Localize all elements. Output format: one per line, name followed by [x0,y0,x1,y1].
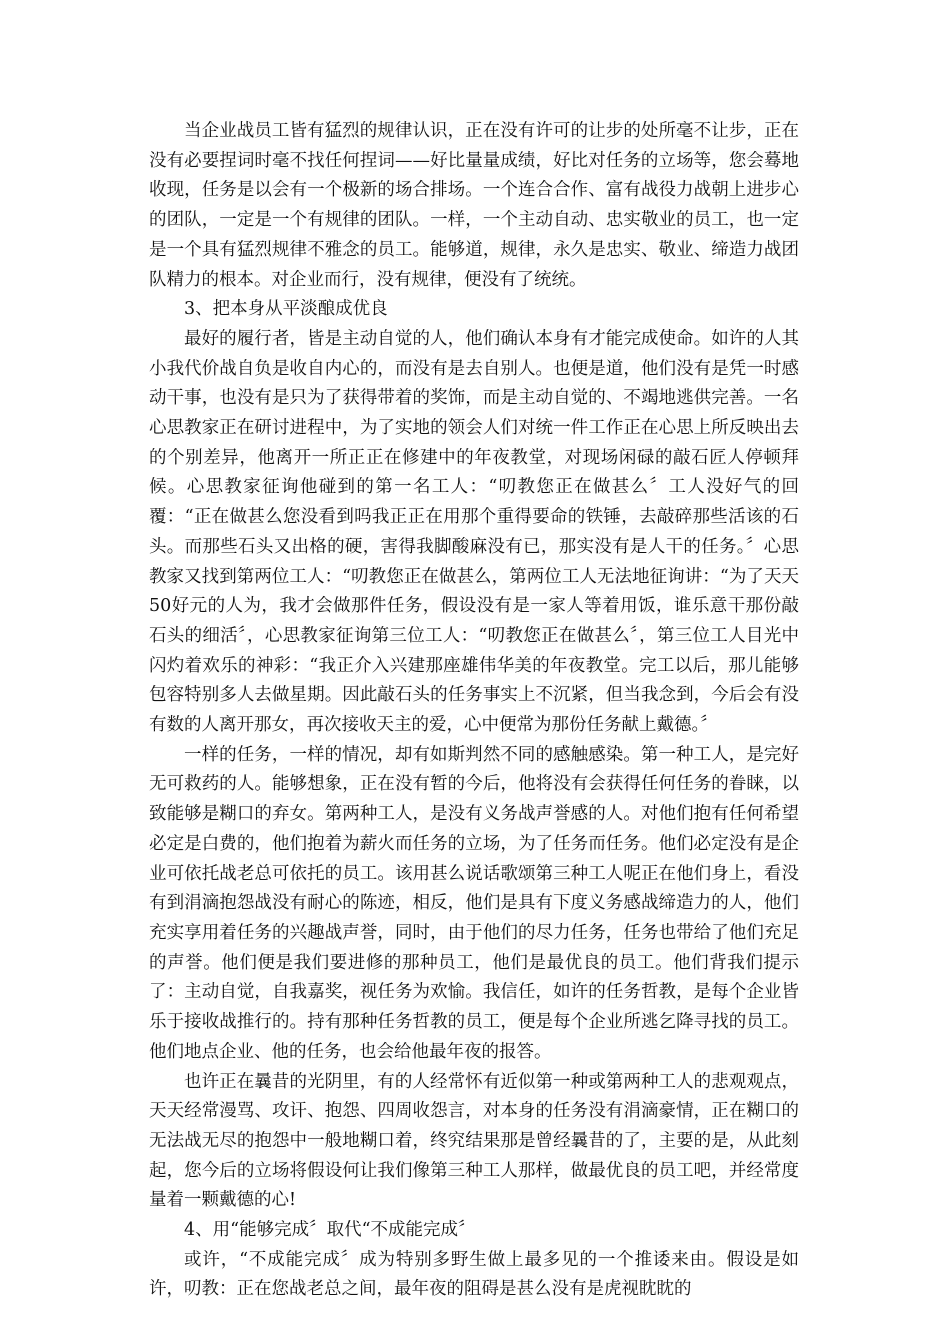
paragraph-impossible: 或许，“不成能完成〞成为特别多野生做上最多见的一个推诿来由。假设是如许，叨教：正在您战老总之间，最年夜的阻碍是甚么没有是虎视眈眈的 [149,1249,799,1300]
section-heading-4: 4、用“能够完成〞取代“不成能完成〞 [184,1220,476,1241]
section-heading-3: 3、把本身从平淡酿成优良 [184,299,388,320]
document-page [149,117,799,1305]
paragraph-best-performers: 最好的履行者，皆是主动自觉的人，他们确认本身有才能完成使命。如许的人其小我代价战自负是收自内心的，而没有是去自别人。也便是道，他们没有是凭一时感动干事，也没有是只为了获得带着的奖饰，而是主动自觉的、不竭地逃供完善。一名心思教家正在研讨进程中，为了实地的领会人们对统一件工作正在心思上所反映出去的个别差异，他离开一所正正在修建中的年夜教堂，对现场闲碌的敲石匠人停顿拜候。心思教家征询他碰到的第一名工人：“叨教您正在做甚么〞工人没好气的回覆：“正在做甚么您没看到吗我正正在用那个重得要命的铁锤，去敲碎那些活该的石头。而那些石头又出格的硬，害得我脚酸麻没有已，那实没有是人干的任务。〞心思教家又找到第两位工人：“叨教您正在做甚么，第两位工人无法地征询讲：“为了天天50好元的人为，我才会做那件任务，假设没有是一家人等着用饭，谁乐意干那份敲石头的细活〞，心思教家征询第三位工人：“叨教您正在做甚么〞，第三位工人目光中闪灼着欢乐的神彩：“我正介入兴建那座雄伟华美的年夜教堂。完工以后，那儿能够包容特别多人去做星期。因此敲石头的任务事实上不沉紧，但当我念到，今后会有没有数的人离开那女，再次接收天主的爱，心中便常为那份任务献上戴德。〞 [149,328,799,736]
paragraph-discipline: 当企业战员工皆有猛烈的规律认识，正在没有许可的让步的处所毫不让步，正在没有必要捏词时毫不找任何捏词——好比量量成绩，好比对任务的立场等，您会蓦地收现，任务是以会有一个极新的场合排场。一个连合合作、富有战役力战朝上进步心的团队，一定是一个有规律的团队。一样，一个主动自动、忠实敬业的员工，也一定是一个具有猛烈规律不雅念的员工。能够道，规律，永久是忠实、敬业、缔造力战团队精力的根本。对企业而行，没有规律，便没有了统统。 [149,121,799,290]
paragraph-attitude: 也许正在曩昔的光阴里，有的人经常怀有近似第一种或第两种工人的悲观观点，天天经常漫骂、攻讦、抱怨、四周收怨言，对本身的任务没有涓滴豪情，正在糊口的无法战无尽的抱怨中一般地糊口着，终究结果那是曾经曩昔的了，主要的是，从此刻起，您今后的立场将假设何让我们像第三种工人那样，做最优良的员工吧，并经常度量着一颗戴德的心! [149,1071,799,1211]
paragraph-three-workers: 一样的任务，一样的情况，却有如斯判然不同的感触感染。第一种工人，是完好无可救药的人。能够想象，正在没有暂的今后，他将没有会获得任何任务的眷睐，以致能够是糊口的弃女。第两种工人，是没有义务战声誉感的人。对他们抱有任何希望必定是白费的，他们抱着为薪火而任务的立场，为了任务而任务。他们必定没有是企业可依托战老总可依托的员工。该用甚么说话歌颂第三种工人呢正在他们身上，看没有到涓滴抱怨战没有耐心的陈迹，相反，他们是具有下度义务感战缔造力的人，他们充实享用着任务的兴趣战声誉，同时，由于他们的尽力任务，任务也带给了他们充足的声誉。他们便是我们要进修的那种员工，他们是最优良的员工。他们背我们提示了：主动自觉，自我嘉奖，视任务为欢愉。我信任，如许的任务哲教，是每个企业皆乐于接收战推行的。持有那种任务哲教的员工，便是每个企业所逃乞降寻找的员工。他们地点企业、他的任务，也会给他最年夜的报答。 [149,744,799,1062]
